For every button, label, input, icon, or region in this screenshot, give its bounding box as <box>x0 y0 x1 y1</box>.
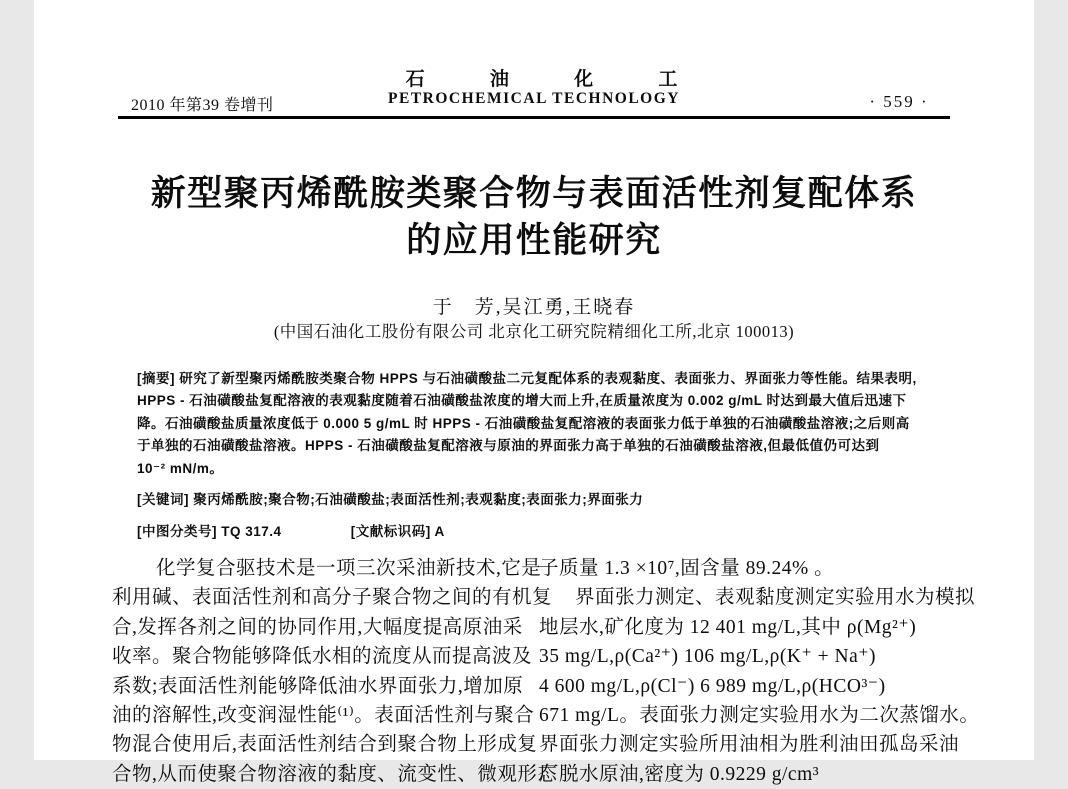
body-text-line: 油的溶解性,改变润湿性能⁽¹⁾。表面活性剂与聚合 <box>112 705 535 727</box>
abstract-section <box>137 368 943 544</box>
header-divider <box>118 116 950 119</box>
journal-issue: 2010 年第39 卷增刊 <box>131 97 274 114</box>
body-text-line: 系数;表面活性剂能够降低油水界面张力,增加原 <box>112 675 524 697</box>
journal-title-cn: 石 油 化 工 <box>405 69 708 90</box>
body-text-line: 收率。聚合物能够降低水相的流度从而提高波及 <box>112 646 533 668</box>
abstract-line: 10⁻² mN/m。 <box>137 460 224 476</box>
body-text-line: 厂脱水原油,密度为 0.9229 g/cm³ <box>539 763 820 785</box>
abstract-line: 降。石油磺酸盐质量浓度低于 0.000 5 g/mL 时 HPPS - 石油磺酸盐复配溶液的表面张力低于单独的石油磺酸盐溶液;之后则高 <box>137 415 910 431</box>
body-text-line: 子质量 1.3 ×10⁷,固含量 89.24% 。 <box>539 558 835 579</box>
abstract-line: [摘要] 研究了新型聚丙烯酰胺类聚合物 HPPS 与石油磺酸盐二元复配体系的表观黏度、表面张力、界面张力等性能。结果表明, <box>137 371 917 386</box>
authors: 于 芳,吴江勇,王晓春 <box>432 297 636 318</box>
document-code: [文献标识码] A <box>350 524 445 540</box>
body-text-line: 地层水,矿化度为 12 401 mg/L,其中 ρ(Mg²⁺) <box>539 616 917 638</box>
page-number: · 559 · <box>869 92 929 111</box>
body-text-line: 化学复合驱技术是一项三次采油新技术,它是 <box>156 558 542 579</box>
body-text-line: 界面张力测定实验所用油相为胜利油田孤岛采油 <box>539 734 960 756</box>
clc-number: [中图分类号] TQ 317.4 <box>137 524 282 540</box>
body-left-column <box>112 554 558 789</box>
body-text-line: 4 600 mg/L,ρ(Cl⁻) 6 989 mg/L,ρ(HCO³⁻) <box>539 675 886 697</box>
body-text-line: 671 mg/L。表面张力测定实验用水为二次蒸馏水。 <box>539 705 980 727</box>
body-text-line: 利用碱、表面活性剂和高分子聚合物之间的有机复 <box>112 587 553 609</box>
affiliation: (中国石油化工股份有限公司 北京化工研究院精细化工所,北京 100013) <box>273 322 795 341</box>
body-right-column <box>539 554 980 789</box>
abstract-line: HPPS - 石油磺酸盐复配溶液的表观黏度随着石油磺酸盐浓度的增大而上升,在质量浓度为 0.002 g/mL 时达到最大值后迅速下 <box>137 393 907 409</box>
abstract-line: 于单独的石油磺酸盐溶液。HPPS - 石油磺酸盐复配溶液与原油的界面张力高于单独的石油磺酸盐溶液,但最低值仍可达到 <box>137 438 880 454</box>
classification-line <box>137 521 943 543</box>
body-text-line: 界面张力测定、表观黏度测定实验用水为模拟 <box>575 587 976 609</box>
body-text-line: 合,发挥各剂之间的协同作用,大幅度提高原油采 <box>112 616 523 638</box>
article-title-line1: 新型聚丙烯酰胺类聚合物与表面活性剂复配体系 <box>150 174 918 213</box>
journal-title-en: PETROCHEMICAL TECHNOLOGY <box>388 90 680 107</box>
article-title-line2: 的应用性能研究 <box>406 221 662 260</box>
body-text-line: 合物,从而使聚合物溶液的黏度、流变性、微观形态 <box>112 763 558 785</box>
keywords-line: [关键词] 聚丙烯酰胺;聚合物;石油磺酸盐;表面活性剂;表观黏度;表面张力;界面张力 <box>137 492 644 508</box>
scanned-paper-page <box>34 0 1034 785</box>
body-text-line: 35 mg/L,ρ(Ca²⁺) 106 mg/L,ρ(K⁺ + Na⁺) <box>539 646 877 668</box>
body-text-line: 物混合使用后,表面活性剂结合到聚合物上形成复 <box>112 734 538 756</box>
